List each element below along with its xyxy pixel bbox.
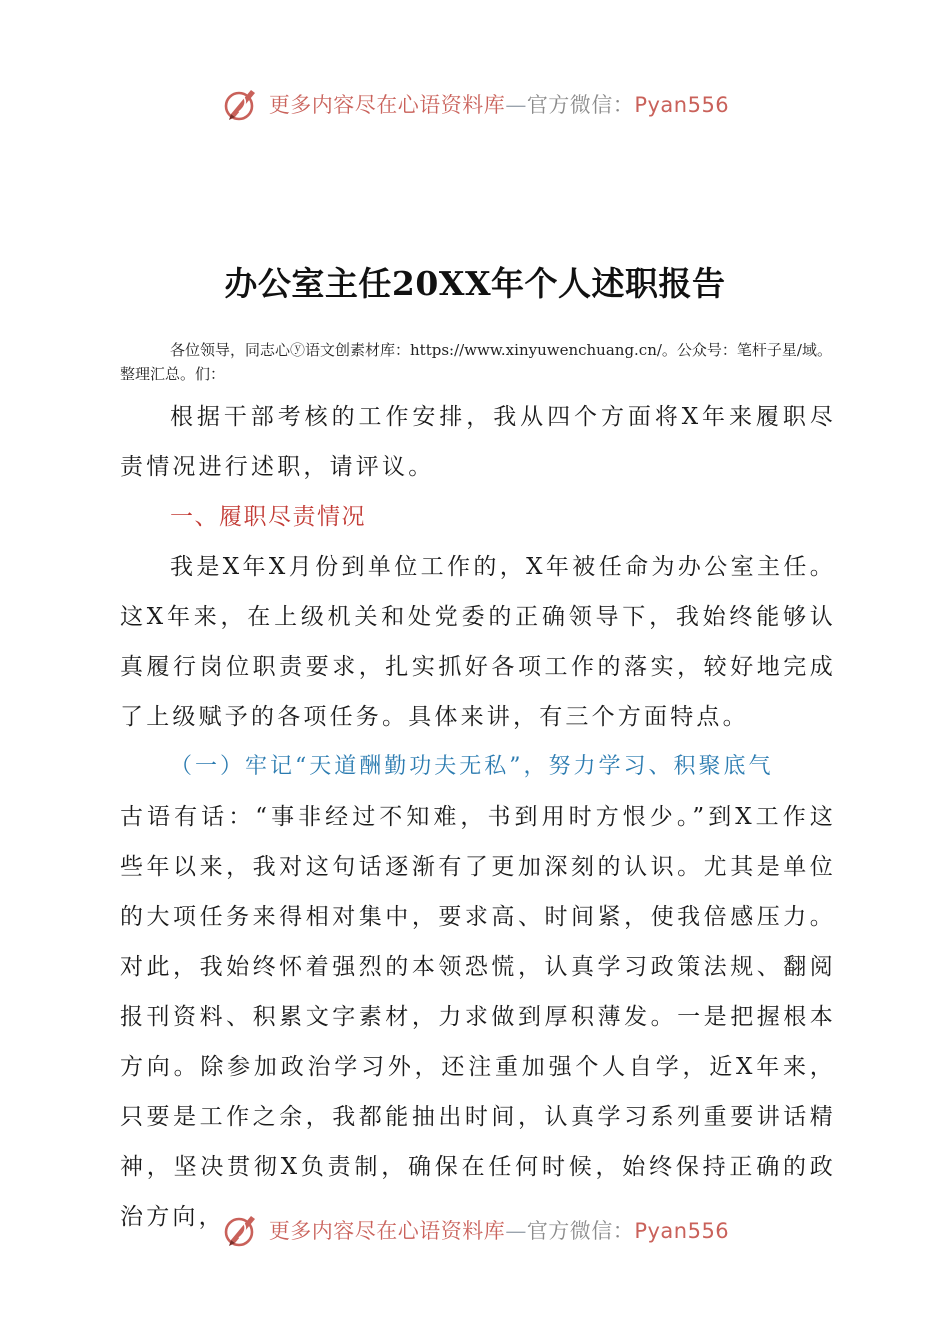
footer-banner-separator: — (505, 1219, 527, 1243)
intro-paragraph: 根据干部考核的工作安排，我从四个方面将X年来履职尽责情况进行述职，请评议。 (120, 404, 836, 480)
subsection-heading-1: （一）牢记“天道酬勤功夫无私”，努力学习、积聚底气 (170, 754, 774, 779)
banner-text (269, 89, 729, 119)
section-paragraph-1: 我是X年X月份到单位工作的，X年被任命为办公室主任。这X年来，在上级机关和处党委的正确领导下，我始终能够认真履行岗位职责要求，扎实抓好各项工作的落实，较好地完成了上级赋予的各项任务。具体来讲，有三个方面特点。 (120, 554, 836, 730)
footer-banner (0, 1206, 950, 1254)
banner-wechat-label: 官方微信： (526, 93, 635, 117)
header-banner (0, 80, 950, 128)
banner-separator: — (505, 93, 527, 117)
banner-wechat-id: Pyan556 (634, 93, 730, 117)
pen-logo-icon (221, 1210, 261, 1250)
banner-content (221, 84, 729, 124)
pen-logo-icon (221, 84, 261, 124)
section-heading-1: 一、履职尽责情况 (170, 504, 366, 530)
footer-banner-text (269, 1215, 729, 1245)
footer-banner-wechat-id: Pyan556 (634, 1219, 730, 1243)
document-note: 各位领导，同志心ⓨ语文创素材库：https://www.xinyuwenchuang.cn/。公众号：笔杆子星/域。整理汇总。们： (120, 341, 832, 383)
footer-banner-content (221, 1210, 729, 1250)
subsection-paragraph-1: 古语有话：“事非经过不知难，书到用时方恨少。”到X工作这些年以来，我对这句话逐渐有了更加深刻的认识。尤其是单位的大项任务来得相对集中，要求高、时间紧，使我倍感压力。对此，我始终怀着强烈的本领恐慌，认真学习政策法规、翻阅报刊资料、积累文字素材，力求做到厚积薄发。一是把握根本方向。除参加政治学习外，还注重加强个人自学，近X年来，只要是工作之余，我都能抽出时间，认真学习系列重要讲话精神，坚决贯彻X负责制，确保在任何时候，始终保持正确的政治方向， (120, 804, 836, 1230)
footer-banner-main-text: 更多内容尽在心语资料库 (268, 1219, 506, 1243)
document-body (120, 392, 836, 1242)
footer-banner-wechat-label: 官方微信： (526, 1219, 635, 1243)
banner-main-text: 更多内容尽在心语资料库 (268, 93, 506, 117)
document-title: 办公室主任20XX年个人述职报告 (224, 264, 726, 303)
